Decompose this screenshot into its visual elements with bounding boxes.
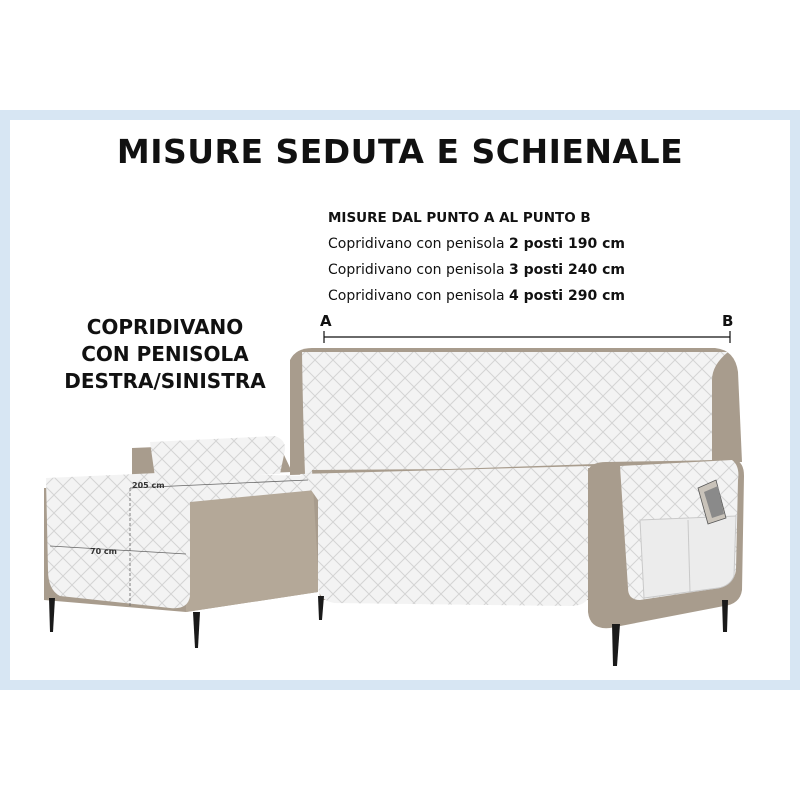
measure-value: 3 posti 240 cm bbox=[509, 262, 625, 278]
measures-heading: MISURE DAL PUNTO A AL PUNTO B bbox=[328, 210, 591, 226]
chaise-front-face bbox=[186, 490, 318, 612]
product-type-line-3: DESTRA/SINISTRA bbox=[64, 369, 266, 393]
measure-value: 4 posti 290 cm bbox=[509, 288, 625, 304]
product-type-line-1: COPRIDIVANO bbox=[86, 315, 244, 339]
measure-value: 2 posti 190 cm bbox=[509, 236, 625, 252]
measure-text: Copridivano con penisola bbox=[328, 288, 510, 304]
main-seat-cover bbox=[300, 466, 590, 606]
back-cover bbox=[302, 352, 728, 474]
a-b-measure-line bbox=[324, 331, 730, 343]
product-type-line-2: CON PENISOLA bbox=[81, 342, 249, 366]
length-dimension-label: 205 cm bbox=[132, 481, 165, 490]
width-dimension-label: 70 cm bbox=[90, 547, 117, 556]
measure-text: Copridivano con penisola bbox=[328, 262, 510, 278]
chaise-arm-cover bbox=[150, 436, 285, 477]
measure-text: Copridivano con penisola bbox=[328, 236, 510, 252]
point-a-label: A bbox=[320, 312, 332, 330]
page-title: MISURE SEDUTA E SCHIENALE bbox=[116, 132, 684, 171]
point-b-label: B bbox=[722, 312, 734, 330]
